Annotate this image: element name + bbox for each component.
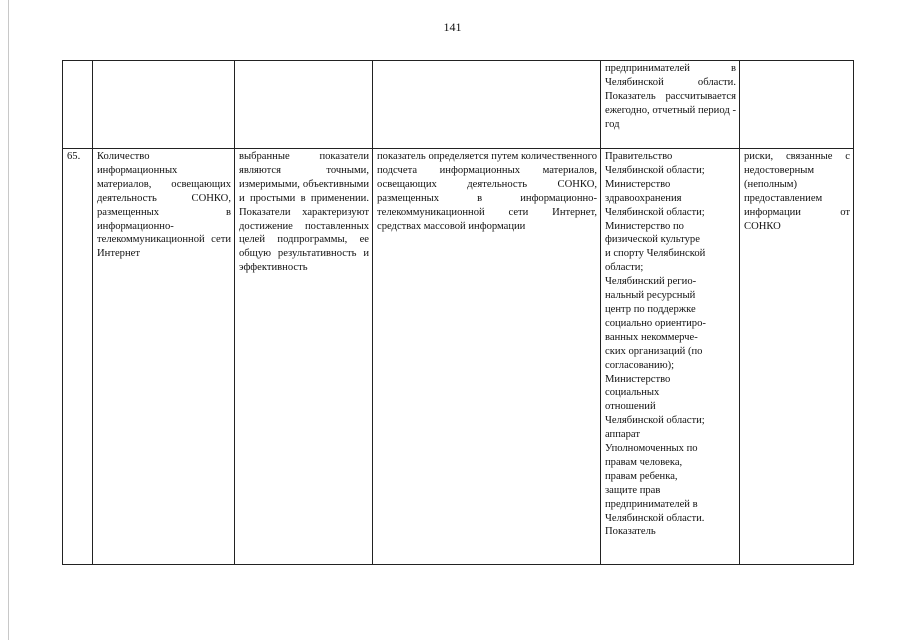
responsible-line: Челябинский регио- (605, 276, 697, 288)
table-cell (63, 61, 93, 149)
responsible-line: Челябинской области; (605, 164, 705, 176)
responsible-line: центр по поддержке (605, 303, 696, 315)
responsible-line: предпринимателей в (605, 498, 698, 510)
responsible-line: согласованию); (605, 359, 675, 371)
responsible-line: защите прав (605, 484, 661, 496)
risks-cell: риски, связанные с недостоверным (неполным) предоставлением информации от СОНКО (740, 149, 854, 565)
responsible-line: Министерство по (605, 220, 684, 232)
responsible-line: Министерство (605, 178, 671, 190)
indicators-table (62, 60, 854, 565)
page-number: 141 (443, 20, 462, 34)
responsible-line: ванных некоммерче- (605, 331, 698, 343)
responsible-line: и спорту Челябинской (605, 248, 706, 260)
row-number-cell: 65. (63, 149, 93, 565)
responsible-line: отношений (605, 401, 656, 413)
responsible-line: правам ребенка, (605, 470, 678, 482)
responsible-line: здравоохранения (605, 192, 682, 204)
responsible-line: ских организаций (по (605, 345, 703, 357)
responsible-line: Челябинской области. (605, 512, 705, 524)
responsible-line: социально ориентиро- (605, 317, 706, 329)
responsible-line: правам человека, (605, 456, 683, 468)
table-cell (235, 61, 373, 149)
responsible-line: Уполномоченных по (605, 443, 698, 455)
responsible-line: Показатель (605, 526, 656, 538)
responsible-line: Челябинской области; (605, 206, 705, 218)
calculation-method-cell: показатель определяется путем количественного подсчета информационных материалов, освещающих деятельность СОНКО, размещенных в информационно-телекоммуникационной сети Интернет, средствах массовой информации (373, 149, 601, 565)
table-row (63, 61, 854, 149)
responsible-line: Министерство (605, 373, 671, 385)
responsible-line: социальных (605, 387, 660, 399)
table-row (63, 149, 854, 565)
responsible-line: нальный ресурсный (605, 290, 696, 302)
responsible-cell (601, 149, 740, 565)
responsible-line: области; (605, 262, 644, 274)
responsible-line: физической культуре (605, 234, 700, 246)
table-cell (93, 61, 235, 149)
page-left-edge (8, 0, 9, 640)
table-cell (373, 61, 601, 149)
indicator-name-cell: Количество информационных материалов, освещающих деятельность СОНКО, размещенных в информационно-телекоммуникационной сети Интернет (93, 149, 235, 565)
rationale-cell: выбранные показатели являются точными, измеримыми, объективными и простыми в применении. Показатели характеризуют достижение поставленных целей подпрограммы, ее общую результативность и эффективность (235, 149, 373, 565)
responsible-line: Правительство (605, 151, 673, 162)
table-cell (740, 61, 854, 149)
responsible-line: аппарат (605, 429, 640, 441)
responsible-line: Челябинской области; (605, 415, 705, 427)
responsible-continuation-cell: предпринимателей в Челябинской области. Показатель рассчитывается ежегодно, отчетный период - год (601, 61, 740, 149)
